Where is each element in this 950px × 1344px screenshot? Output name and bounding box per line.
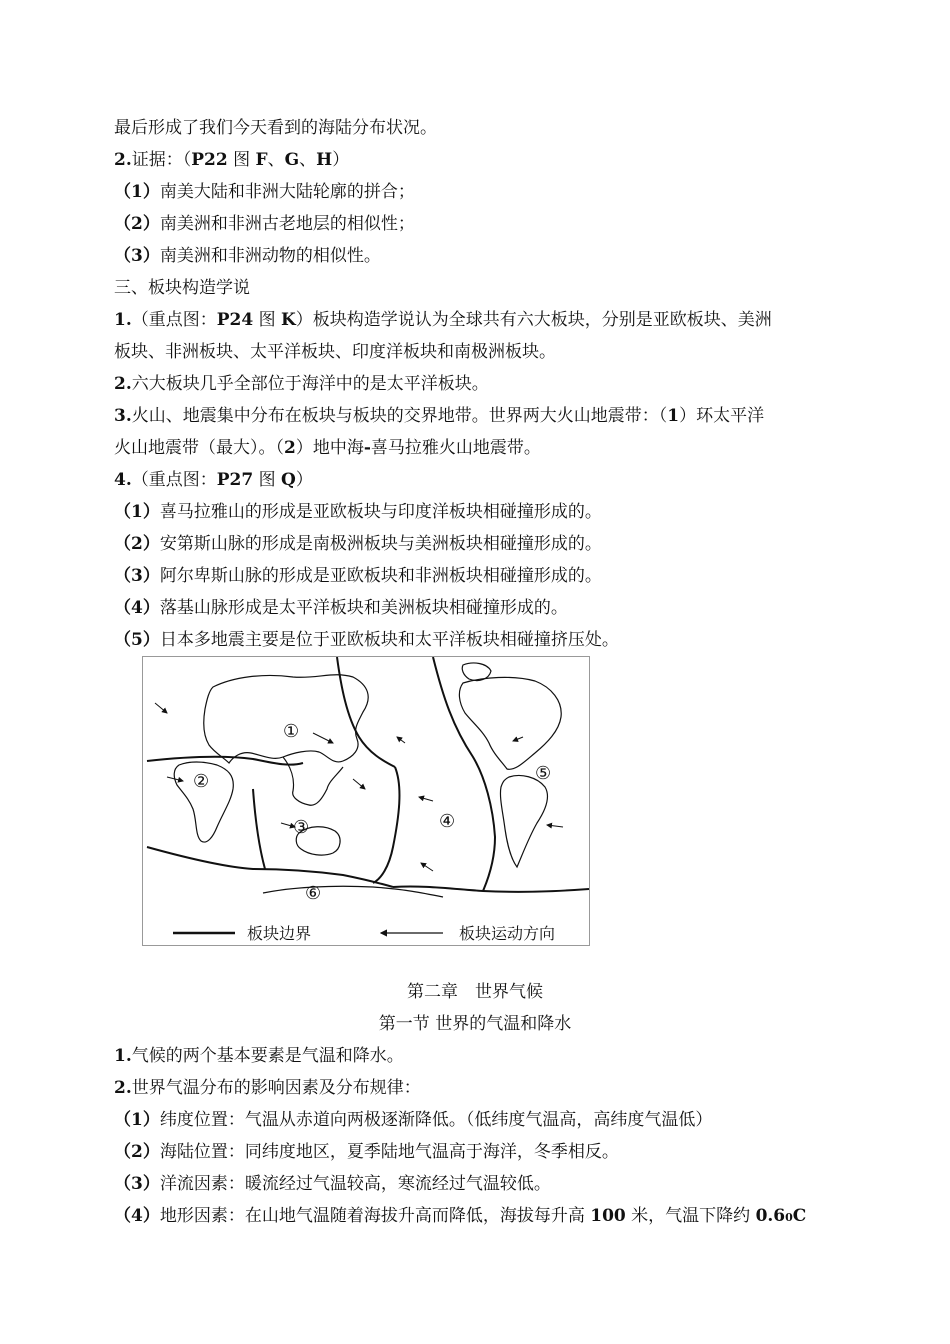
bold-ref: - — [363, 438, 371, 458]
plate-map-svg — [143, 657, 589, 945]
text-line — [114, 629, 619, 651]
map-legend — [173, 924, 555, 943]
text-span: 图 — [253, 470, 282, 490]
text-span: ） — [295, 470, 313, 490]
item-number: 3. — [114, 406, 132, 426]
item-number: 2. — [114, 1078, 132, 1098]
plate-boundary — [393, 886, 589, 891]
bold-ref: K — [281, 310, 296, 330]
antarctica-outline — [263, 886, 443, 897]
text-line — [114, 437, 541, 459]
text-span: ）地中海 — [295, 438, 364, 458]
item-number: （1） — [114, 502, 160, 522]
plate-label-2: ② — [193, 771, 210, 792]
text-span: 纬度位置：气温从赤道向两极逐渐降低。（低纬度气温高，高纬度气温低） — [159, 1110, 713, 1130]
text-line — [114, 1205, 806, 1229]
bold-ref: F — [255, 150, 268, 170]
text-span: 南美洲和非洲古老地层的相似性； — [159, 214, 415, 234]
plate-boundary — [253, 789, 265, 869]
map-area — [174, 663, 561, 897]
motion-arrows — [155, 703, 563, 871]
text-line — [114, 405, 764, 427]
bold-ref: C — [792, 1206, 807, 1226]
text-span: 日本多地震主要是位于亚欧板块和太平洋板块相碰撞挤压处。 — [159, 630, 619, 650]
text-line — [114, 117, 437, 139]
text-span: 图 — [227, 150, 256, 170]
text-line — [114, 501, 602, 523]
text-span: 图 — [253, 310, 282, 330]
text-span: （重点图： — [131, 310, 217, 330]
text-span: 火山、地震集中分布在板块与板块的交界地带。世界两大火山地震带：（ — [131, 406, 668, 426]
section-heading — [114, 277, 250, 299]
item-number: （4） — [114, 598, 160, 618]
bold-ref: 2 — [284, 438, 296, 458]
text-span: 安第斯山脉的形成是南极洲板块与美洲板块相碰撞形成的。 — [159, 534, 602, 554]
text-span: 南美洲和非洲动物的相似性。 — [159, 246, 381, 266]
text-span: ）环太平洋 — [679, 406, 765, 426]
paragraph-text: 最后形成了我们今天看到的海陆分布状况。 — [114, 118, 437, 138]
text-span: 落基山脉形成是太平洋板块和美洲板块相碰撞形成的。 — [159, 598, 568, 618]
plate-labels — [193, 721, 551, 904]
text-line — [114, 565, 602, 587]
bold-ref: 100 — [590, 1206, 626, 1226]
bold-ref: 0.6 — [755, 1206, 786, 1226]
item-number: 1. — [114, 310, 132, 330]
item-number: （2） — [114, 214, 160, 234]
text-line — [114, 1141, 619, 1163]
item-number: （5） — [114, 630, 160, 650]
item-number: 1. — [114, 1046, 132, 1066]
item-number: 4. — [114, 470, 132, 490]
motion-arrow — [421, 863, 433, 871]
text-span: 三、板块构造学说 — [114, 278, 250, 298]
item-number: （3） — [114, 246, 160, 266]
legend-boundary-text: 板块边界 — [247, 924, 312, 943]
plate-label-3: ③ — [293, 817, 310, 838]
text-span: 火山地震带（最大）。（ — [114, 438, 284, 458]
text-span: ） — [332, 150, 350, 170]
south-america-outline — [500, 775, 547, 867]
text-span: 证据：（ — [131, 150, 192, 170]
text-span: 第一节 世界的气温和降水 — [378, 1014, 572, 1034]
text-line — [114, 1109, 712, 1131]
eurasia-outline — [204, 675, 368, 763]
text-span: 世界气温分布的影响因素及分布规律： — [131, 1078, 421, 1098]
motion-arrow — [155, 703, 167, 713]
text-line — [114, 1045, 404, 1067]
text-line — [114, 373, 489, 395]
motion-arrow — [513, 737, 523, 741]
item-number: （3） — [114, 1174, 160, 1194]
item-number: （1） — [114, 1110, 160, 1130]
item-number: 2. — [114, 374, 132, 394]
text-line — [114, 469, 313, 491]
text-span: 地形因素：在山地气温随着海拔升高而降低，海拔每升高 — [159, 1206, 591, 1226]
text-span: 阿尔卑斯山脉的形成是亚欧板块和非洲板块相碰撞形成的。 — [159, 566, 602, 586]
degree-mark: 0 — [785, 1211, 793, 1224]
text-line — [114, 309, 772, 331]
section-title — [0, 1013, 950, 1035]
motion-arrow — [547, 825, 563, 827]
motion-arrow — [313, 733, 333, 743]
text-line — [114, 149, 349, 171]
bold-ref: H — [316, 150, 333, 170]
plate-boundary — [337, 657, 395, 767]
text-span: 洋流因素：暖流经过气温较高，寒流经过气温较低。 — [159, 1174, 551, 1194]
north-america-outline — [459, 677, 561, 769]
text-span: 第二章 世界气候 — [407, 982, 543, 1002]
legend-direction-text: 板块运动方向 — [459, 924, 556, 943]
text-span: 、 — [299, 150, 317, 170]
text-line — [114, 245, 381, 267]
greenland-outline — [462, 663, 491, 681]
bold-ref: P27 — [216, 470, 254, 490]
motion-arrow — [397, 737, 405, 743]
item-number: 2. — [114, 150, 132, 170]
bold-ref: P24 — [216, 310, 254, 330]
item-number: （3） — [114, 566, 160, 586]
text-span: 、 — [267, 150, 285, 170]
chapter-title — [0, 981, 950, 1003]
item-number: （2） — [114, 534, 160, 554]
plate-label-5: ⑤ — [535, 763, 552, 784]
item-number: （4） — [114, 1206, 160, 1226]
text-line — [114, 597, 568, 619]
plate-label-4: ④ — [439, 811, 456, 832]
item-number: （1） — [114, 182, 160, 202]
text-span: 喜马拉雅火山地震带。 — [370, 438, 541, 458]
text-span: 喜马拉雅山的形成是亚欧板块与印度洋板块相碰撞形成的。 — [159, 502, 602, 522]
bold-ref: P22 — [191, 150, 228, 170]
motion-arrow — [419, 797, 433, 801]
plate-boundary — [433, 657, 495, 891]
bold-ref: G — [284, 150, 300, 170]
text-span: ）板块构造学说认为全球共有六大板块，分别是亚欧板块、美洲 — [295, 310, 772, 330]
text-line — [114, 341, 556, 363]
text-span: 板块、非洲板块、太平洋板块、印度洋板块和南极洲板块。 — [114, 342, 556, 362]
plate-label-6: ⑥ — [305, 883, 322, 904]
plate-boundary — [147, 847, 393, 887]
item-number: （2） — [114, 1142, 160, 1162]
text-line — [114, 1077, 421, 1099]
bold-ref: 1 — [667, 406, 680, 426]
text-span: 六大板块几乎全部位于海洋中的是太平洋板块。 — [131, 374, 489, 394]
motion-arrow — [353, 779, 365, 789]
text-span: 南美大陆和非洲大陆轮廓的拼合； — [159, 182, 415, 202]
text-line — [114, 533, 602, 555]
text-span: 米，气温下降约 — [625, 1206, 756, 1226]
plate-label-1: ① — [283, 721, 300, 742]
plate-boundary — [373, 767, 399, 883]
text-line — [114, 181, 415, 203]
bold-ref: Q — [281, 470, 296, 490]
text-line — [114, 1173, 551, 1195]
text-span: 海陆位置：同纬度地区，夏季陆地气温高于海洋，冬季相反。 — [159, 1142, 619, 1162]
text-span: 气候的两个基本要素是气温和降水。 — [131, 1046, 404, 1066]
plate-map-figure — [142, 656, 590, 946]
text-line — [114, 213, 415, 235]
text-span: （重点图： — [131, 470, 217, 490]
